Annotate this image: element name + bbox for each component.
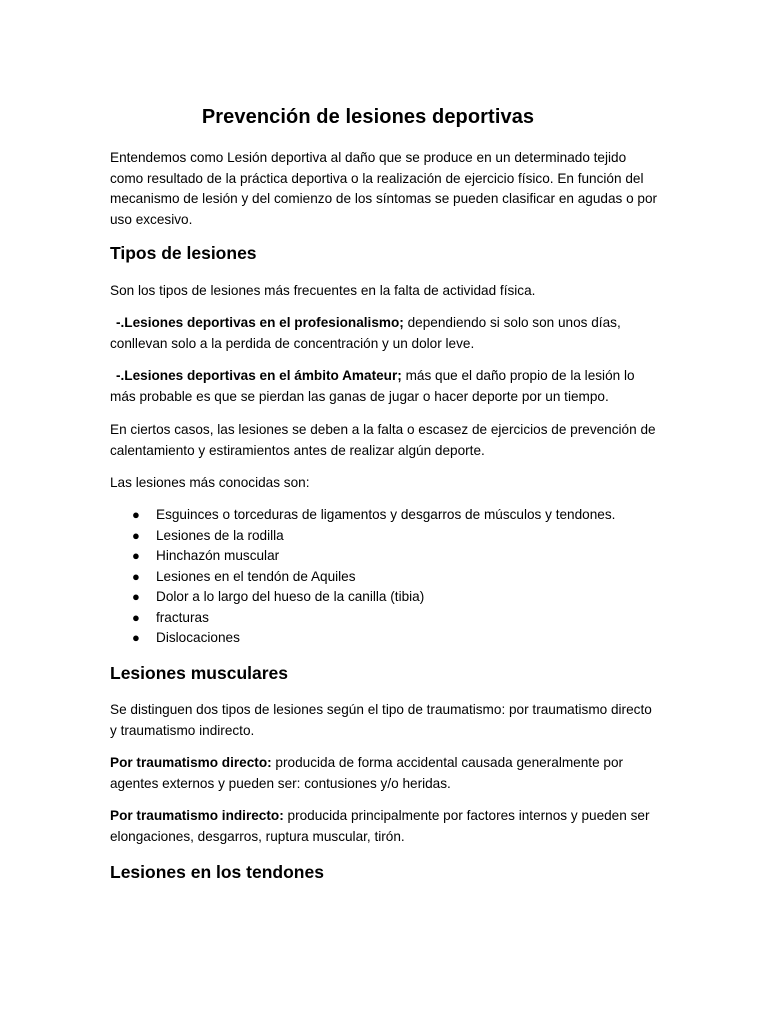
document-title: Prevención de lesiones deportivas [201, 106, 535, 128]
item-text: más que el daño propio de la lesión lo más probable es que se pierdan las ganas de jugar o hacer deporte por un tiempo. [110, 368, 635, 404]
intro-paragraph: Entendemos como Lesión deportiva al daño que se produce en un determinado tejido como resultado de la práctica deportiva o la realización de ejercicio físico. En función del mecanismo de lesión y del comienzo de los síntomas se pueden clasificar en agudas o por uso excesivo. [110, 150, 658, 227]
indirecto-text: producida principalmente por factores internos y pueden ser elongaciones, desgarros, ruptura muscular, tirón. [110, 808, 650, 844]
tipos-paragraph-2: En ciertos casos, las lesiones se deben a la falta o escasez de ejercicios de prevención de calentamiento y estiramientos antes de realizar algún deporte. [110, 422, 656, 458]
lesiones-list [110, 505, 662, 649]
list-item: ● Hinchazón muscular [110, 546, 662, 567]
indirecto-label: Por traumatismo indirecto: [110, 808, 284, 823]
tipos-paragraph-3: Las lesiones más conocidas son: [110, 475, 310, 490]
tipos-item-amateur [110, 366, 662, 407]
musculares-paragraph-1: Se distinguen dos tipos de lesiones según el tipo de traumatismo: por traumatismo directo y traumatismo indirecto. [110, 702, 652, 738]
tipos-paragraph-1: Son los tipos de lesiones más frecuentes en la falta de actividad física. [110, 283, 536, 298]
item-bold-label: -.Lesiones deportivas en el profesionalismo; [116, 315, 404, 330]
item-bold-label: -.Lesiones deportivas en el ámbito Amateur; [116, 368, 402, 383]
list-item: ● Lesiones en el tendón de Aquiles [110, 567, 662, 588]
tipos-item-profesionalismo [110, 313, 662, 354]
section-heading-tipos: Tipos de lesiones [110, 243, 257, 263]
bullet-icon: ● [132, 527, 140, 543]
list-item: ● fracturas [110, 608, 662, 629]
item-text: dependiendo si solo son unos días, conllevan solo a la perdida de concentración y un dolor leve. [110, 315, 621, 351]
musculares-directo [110, 753, 662, 794]
list-item: ● Dislocaciones [110, 628, 662, 649]
bullet-icon: ● [132, 609, 140, 625]
bullet-icon: ● [132, 630, 140, 645]
directo-text: producida de forma accidental causada generalmente por agentes externos y pueden ser: contusiones y/o heridas. [110, 755, 624, 791]
list-item: ● Lesiones de la rodilla [110, 526, 662, 547]
section-heading-tendones: Lesiones en los tendones [110, 862, 324, 882]
list-item: ● Esguinces o torceduras de ligamentos y desgarros de músculos y tendones. [110, 505, 662, 526]
section-heading-musculares: Lesiones musculares [110, 663, 288, 683]
bullet-icon: ● [132, 568, 140, 584]
bullet-icon: ● [132, 548, 140, 563]
list-item: ● Dolor a lo largo del hueso de la canilla (tibia) [110, 587, 662, 608]
bullet-icon: ● [132, 589, 140, 604]
directo-label: Por traumatismo directo: [110, 755, 272, 770]
musculares-indirecto [110, 806, 662, 847]
bullet-icon: ● [132, 507, 140, 522]
